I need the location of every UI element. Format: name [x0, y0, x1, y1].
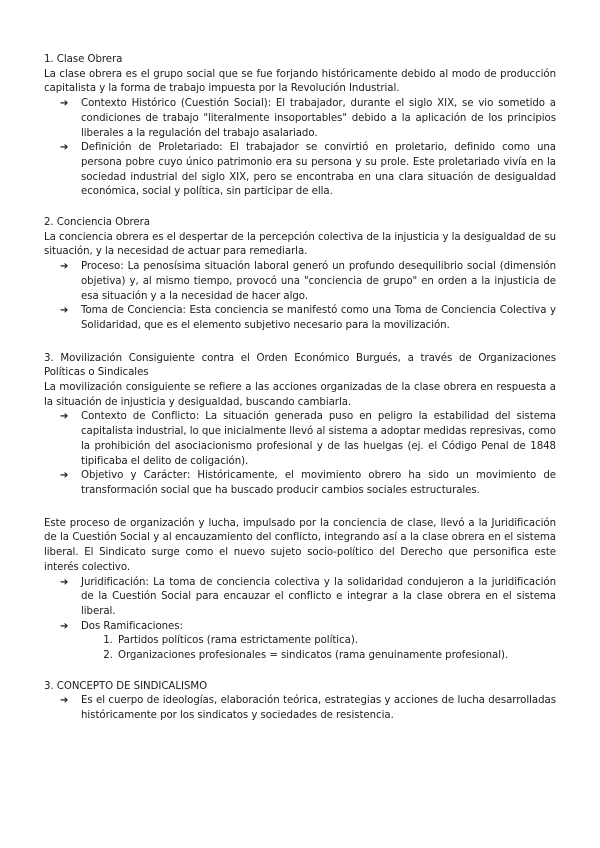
- section-heading: 3. Movilización Consiguiente contra el Orden Económico Burgués, a través de Organizaciones Políticas o Sindicales: [44, 352, 556, 379]
- bullet-text: Contexto Histórico (Cuestión Social): El trabajador, durante el siglo XIX, se vio sometido a condiciones de trabajo "literalmente insoportables" debido a la aplicación de los principios liberales a la regulación del trabajo asalariado.: [81, 98, 556, 139]
- arrow-bullet-icon: ➔: [60, 305, 69, 317]
- arrow-bullet-icon: ➔: [60, 411, 69, 423]
- list-item: [60, 576, 556, 620]
- bullet-text: Juridificación: La toma de conciencia colectiva y la solidaridad condujeron a la juridificación de la Cuestión Social para encauzar el conflicto e integrar a la clase obrera en el sistema liberal.: [81, 576, 556, 617]
- section-conciencia-obrera: [44, 216, 556, 334]
- arrow-bullet-icon: ➔: [60, 620, 69, 632]
- section-intro: Este proceso de organización y lucha, impulsado por la conciencia de clase, llevó a la Juridificación de la Cuestión Social y al encauzamiento del conflicto, integrando así a la clase obrera en el sistema liberal. El Sindicato surge como el nuevo sujeto socio-político del Derecho que personifica este interés colectivo.: [44, 517, 556, 573]
- bullet-list: [44, 576, 556, 635]
- section-intro: La conciencia obrera es el despertar de la percepción colectiva de la injusticia y la desigualdad de su situación, y la necesidad de actuar para remediarla.: [44, 231, 556, 258]
- numbered-item: 1. Partidos políticos (rama estrictamente política).: [116, 634, 556, 649]
- section-juridificacion: [44, 517, 556, 664]
- bullet-list: [44, 410, 556, 498]
- section-movilizacion: [44, 352, 556, 499]
- arrow-bullet-icon: ➔: [60, 98, 69, 110]
- list-item: [60, 410, 556, 469]
- list-item: [60, 469, 556, 498]
- bullet-text: Contexto de Conflicto: La situación generada puso en peligro la estabilidad del sistema capitalista industrial, lo que inicialmente llevó al sistema a adoptar medidas represivas, como la prohibición del asociacionismo profesional y de las huelgas (ej. el Código Penal de 1848 tipificaba el delito de coligación).: [81, 411, 556, 467]
- arrow-bullet-icon: ➔: [60, 576, 69, 588]
- list-item: [60, 304, 556, 333]
- bullet-text: Definición de Proletariado: El trabajador se convirtió en proletario, definido como una persona pobre cuyo único patrimonio era su persona y su prole. Este proletariado vivía en la sociedad industrial del siglo XIX, pero se encontraba en una clara situación de desigualdad económica, social y política, sin participar de ella.: [81, 142, 556, 198]
- list-item: [60, 97, 556, 141]
- bullet-text: Es el cuerpo de ideologías, elaboración teórica, estrategias y acciones de lucha desarrolladas históricamente por los sindicatos y sociedades de resistencia.: [81, 695, 556, 722]
- list-item: [60, 694, 556, 723]
- bullet-list: [44, 260, 556, 334]
- bullet-list: [44, 97, 556, 200]
- section-clase-obrera: [44, 53, 556, 200]
- section-heading: 1. Clase Obrera: [44, 54, 123, 65]
- bullet-text: Proceso: La penosísima situación laboral generó un profundo desequilibrio social (dimensión objetiva) y, al mismo tiempo, provocó una "conciencia de grupo" en orden a la injusticia de esa situación y a la necesidad de hacer algo.: [81, 261, 556, 302]
- arrow-bullet-icon: ➔: [60, 261, 69, 273]
- section-intro: La movilización consiguiente se refiere a las acciones organizadas de la clase obrera en respuesta a la situación de injusticia y desigualdad, buscando cambiarla.: [44, 382, 556, 408]
- section-heading: 2. Conciencia Obrera: [44, 217, 150, 229]
- arrow-bullet-icon: ➔: [60, 695, 69, 707]
- list-item: [60, 260, 556, 304]
- bullet-text: Toma de Conciencia: Esta conciencia se manifestó como una Toma de Conciencia Colectiva y Solidaridad, que es el elemento subjetivo necesario para la movilización.: [81, 305, 556, 331]
- bullet-text: Dos Ramificaciones:: [81, 620, 183, 632]
- bullet-list: [44, 694, 556, 723]
- section-concepto-sindicalismo: [44, 680, 556, 724]
- list-item: [60, 620, 556, 635]
- bullet-text: Objetivo y Carácter: Históricamente, el movimiento obrero ha sido un movimiento de transformación social que ha buscado producir cambios sociales estructurales.: [81, 470, 556, 496]
- section-heading: 3. CONCEPTO DE SINDICALISMO: [44, 680, 208, 692]
- section-intro: La clase obrera es el grupo social que se fue forjando históricamente debido al modo de producción capitalista y la forma de trabajo impuesta por la Revolución Industrial.: [44, 68, 556, 95]
- numbered-list: [44, 634, 556, 663]
- list-item: [60, 141, 556, 200]
- arrow-bullet-icon: ➔: [60, 142, 69, 154]
- arrow-bullet-icon: ➔: [60, 470, 69, 482]
- numbered-item: 2. Organizaciones profesionales = sindicatos (rama genuinamente profesional).: [116, 649, 556, 664]
